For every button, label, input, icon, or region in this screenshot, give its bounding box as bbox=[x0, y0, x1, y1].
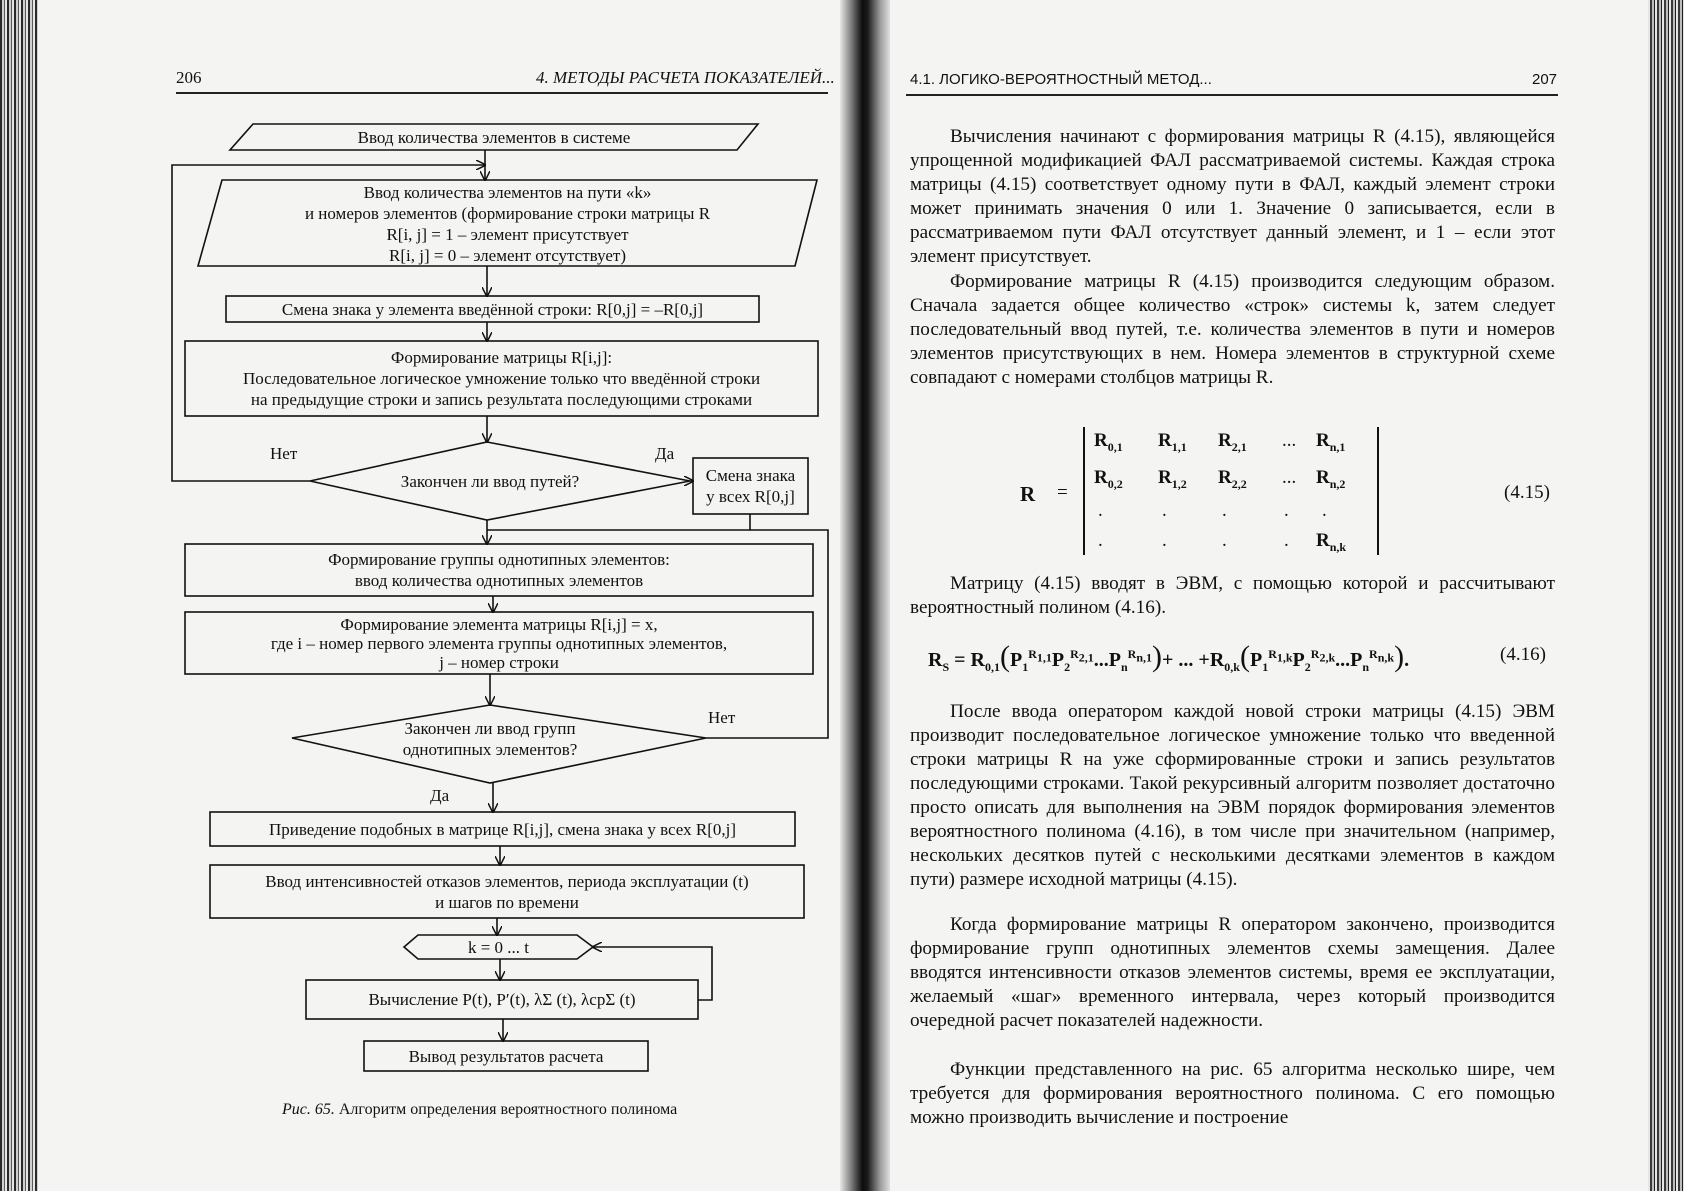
output-label: Вывод результатов расчета bbox=[408, 1046, 604, 1066]
element-form-line-1: Формирование элемента матрицы R[i,j] = x, bbox=[340, 614, 658, 634]
matrix-cell-r2c4: ... bbox=[1282, 467, 1297, 488]
decision2-label bbox=[350, 714, 630, 764]
intensity-line-2: и шагов по времени bbox=[435, 892, 579, 912]
sign-all-line-1: Смена знака bbox=[705, 466, 796, 485]
matrix-cell-r2c1: $R_{0,2}$ bbox=[1094, 467, 1123, 491]
intensity-label bbox=[210, 865, 804, 918]
intensity-line-1: Ввод интенсивностей отказов элементов, периода эксплуатации (t) bbox=[265, 871, 749, 891]
right-running-head: 4.1. ЛОГИКО-ВЕРОЯТНОСТНЫЙ МЕТОД... bbox=[910, 71, 1212, 88]
compute-label: Вычисление P(t), P′(t), λΣ (t), λсрΣ (t) bbox=[368, 990, 636, 1009]
input-path-line-2: и номеров элементов (формирование строки матрицы R bbox=[304, 204, 711, 223]
matrix-cell-r3c3: . bbox=[1222, 500, 1227, 521]
paragraph-6: Функции представленного на рис. 65 алгоритма несколько шире, чем требуется для формирования вероятностного полинома. С его помощью можно производить вычисление и построение bbox=[910, 1059, 1555, 1128]
matrix-cell-r3c2: . bbox=[1162, 500, 1167, 521]
matrix-cell-r4c4: . bbox=[1284, 530, 1289, 551]
matrix-cell-r4c1: . bbox=[1098, 530, 1103, 551]
matrix-cell-r2c2: $R_{1,2}$ bbox=[1158, 467, 1187, 491]
input-path-line-3: R[i, j] = 1 – элемент присутствует bbox=[386, 225, 629, 244]
input-path-label bbox=[210, 182, 805, 266]
decision2-yes-label: Да bbox=[430, 786, 450, 805]
matrix-equals: = bbox=[1057, 482, 1068, 503]
book-gutter bbox=[840, 0, 890, 1191]
matrix-cell-r1c1: $R_{0,1}$ bbox=[1094, 430, 1123, 454]
element-form-line-3: j – номер строки bbox=[439, 652, 559, 672]
decision1-no-label: Нет bbox=[270, 444, 298, 463]
group-form-label bbox=[185, 544, 813, 596]
equation-number-4-16: (4.16) bbox=[1500, 644, 1546, 665]
matrix-cell-r1c4: ... bbox=[1282, 430, 1297, 451]
sign-all-label bbox=[693, 458, 808, 514]
element-form-line-2: где i – номер первого элемента группы однотипных элементов, bbox=[270, 633, 728, 653]
input-count-label: Ввод количества элементов в системе bbox=[357, 127, 631, 147]
matrix-cell-r1c3: $R_{2,1}$ bbox=[1218, 430, 1247, 454]
sign-change-label: Смена знака у элемента введённой строки: R[0,j] = –R[0,j] bbox=[281, 299, 704, 319]
loop-label: k = 0 ... t bbox=[467, 937, 530, 957]
paragraph-1: Вычисления начинают с формирования матрицы R (4.15), являющейся упрощенной модификацией ФАЛ рассматриваемой системы. Каждая строка матрицы (4.15) соответствует одному пути в ФАЛ, каждый элемент строки может принимать значения 0 или 1. Значение 0 записывается, если в рассматриваемом пути ФАЛ отсутствует данный элемент, и 1 – если этот элемент присутствует. bbox=[910, 126, 1555, 267]
element-form-label bbox=[185, 612, 813, 674]
matrix-form-line-1: Формирование матрицы R[i,j]: bbox=[390, 348, 613, 367]
figure-caption bbox=[282, 1101, 677, 1119]
paragraph-3: Матрицу (4.15) вводят в ЭВМ, с помощью которой и рассчитывают вероятностный полином (4.16). bbox=[910, 573, 1555, 618]
equation-number-4-15: (4.15) bbox=[1504, 482, 1550, 503]
reduce-label: Приведение подобных в матрице R[i,j], смена знака у всех R[0,j] bbox=[268, 819, 737, 839]
matrix-cell-r2c5: $R_{n,2}$ bbox=[1316, 467, 1346, 491]
group-form-line-1: Формирование группы однотипных элементов: bbox=[328, 550, 670, 569]
matrix-cell-r3c4: . bbox=[1284, 500, 1289, 521]
input-path-line-1: Ввод количества элементов на пути «k» bbox=[363, 183, 652, 202]
matrix-cell-r3c1: . bbox=[1098, 500, 1103, 521]
matrix-cell-r1c2: $R_{1,1}$ bbox=[1158, 430, 1187, 454]
matrix-cell-r4c2: . bbox=[1162, 530, 1167, 551]
matrix-bar-left bbox=[1083, 427, 1085, 555]
decision1-yes-label: Да bbox=[655, 444, 675, 463]
matrix-cell-r4c5: $R_{n,k}$ bbox=[1316, 530, 1347, 554]
sign-all-line-2: у всех R[0,j] bbox=[706, 487, 795, 506]
paragraph-2: Формирование матрицы R (4.15) производится следующим образом. Сначала задается общее количество «строк» системы k, затем следует последовательный ввод путей, т.е. количества элементов в пути и номеров элементов присутствующих в нем. Номера элементов в структурной схеме совпадают с номерами столбцов матрицы R. bbox=[910, 271, 1555, 388]
book-edge-right bbox=[1648, 0, 1684, 1191]
matrix-cell-r2c3: $R_{2,2}$ bbox=[1218, 467, 1247, 491]
matrix-cell-r1c5: $R_{n,1}$ bbox=[1316, 430, 1346, 454]
matrix-cell-r3c5: . bbox=[1322, 500, 1327, 521]
right-header-rule bbox=[906, 94, 1558, 96]
matrix-cell-r4c3: . bbox=[1222, 530, 1227, 551]
paragraph-5: Когда формирование матрицы R оператором закончено, производится формирование групп однотипных элементов схемы замещения. Далее вводятся интенсивности отказов элементов системы, время ее эксплуатации, желаемый «шаг» временного интервала, через который производится очередной расчет показателей надежности. bbox=[910, 914, 1555, 1031]
matrix-form-line-3: на предыдущие строки и запись результата последующими строками bbox=[250, 390, 753, 409]
right-page-number: 207 bbox=[1532, 71, 1558, 88]
left-running-head: 4. МЕТОДЫ РАСЧЕТА ПОКАЗАТЕЛЕЙ... bbox=[536, 68, 835, 87]
caption-label: Рис. 65. bbox=[282, 1101, 335, 1118]
decision2-line-1: Закончен ли ввод групп bbox=[404, 719, 576, 738]
matrix-form-label bbox=[185, 341, 818, 416]
input-path-line-4: R[i, j] = 0 – элемент отсутствует) bbox=[389, 246, 626, 265]
group-form-line-2: ввод количества однотипных элементов bbox=[354, 571, 644, 590]
matrix-bar-right bbox=[1377, 427, 1379, 555]
caption-text: Алгоритм определения вероятностного полинома bbox=[338, 1101, 678, 1118]
left-page-number: 206 bbox=[176, 68, 202, 87]
decision2-line-2: однотипных элементов? bbox=[402, 740, 578, 759]
decision1-label: Закончен ли ввод путей? bbox=[400, 471, 580, 491]
matrix-form-line-2: Последовательное логическое умножение только что введённой строки bbox=[242, 369, 761, 388]
paragraph-4: После ввода оператором каждой новой строки матрицы (4.15) ЭВМ производит последовательное логическое умножение только что введенной строки матрицы R на уже сформированные строки и запись результатов последующими строками. Такой рекурсивный алгоритм позволяет достаточно просто описать для выполнения на ЭВМ порядок формирования элементов вероятностного полинома (4.16), в том числе при значительном (например, нескольких десятков путей с несколькими десятками элементов в каждом пути) размере исходной матрицы (4.15). bbox=[910, 701, 1555, 890]
matrix-lhs: R bbox=[1020, 482, 1036, 506]
decision2-no-label: Нет bbox=[708, 708, 736, 727]
equation-4-16: $R_S = R_{0,1}(P_1^{R_{1,1}}P_2^{R_{2,1}}...P_n^{R_{n,1}})+$ ... $+R_{0,k}(P_1^{R_{1,k}}P_2^{R_{2,k}}...P_n^{R_{n,k}})$. bbox=[928, 640, 1410, 674]
